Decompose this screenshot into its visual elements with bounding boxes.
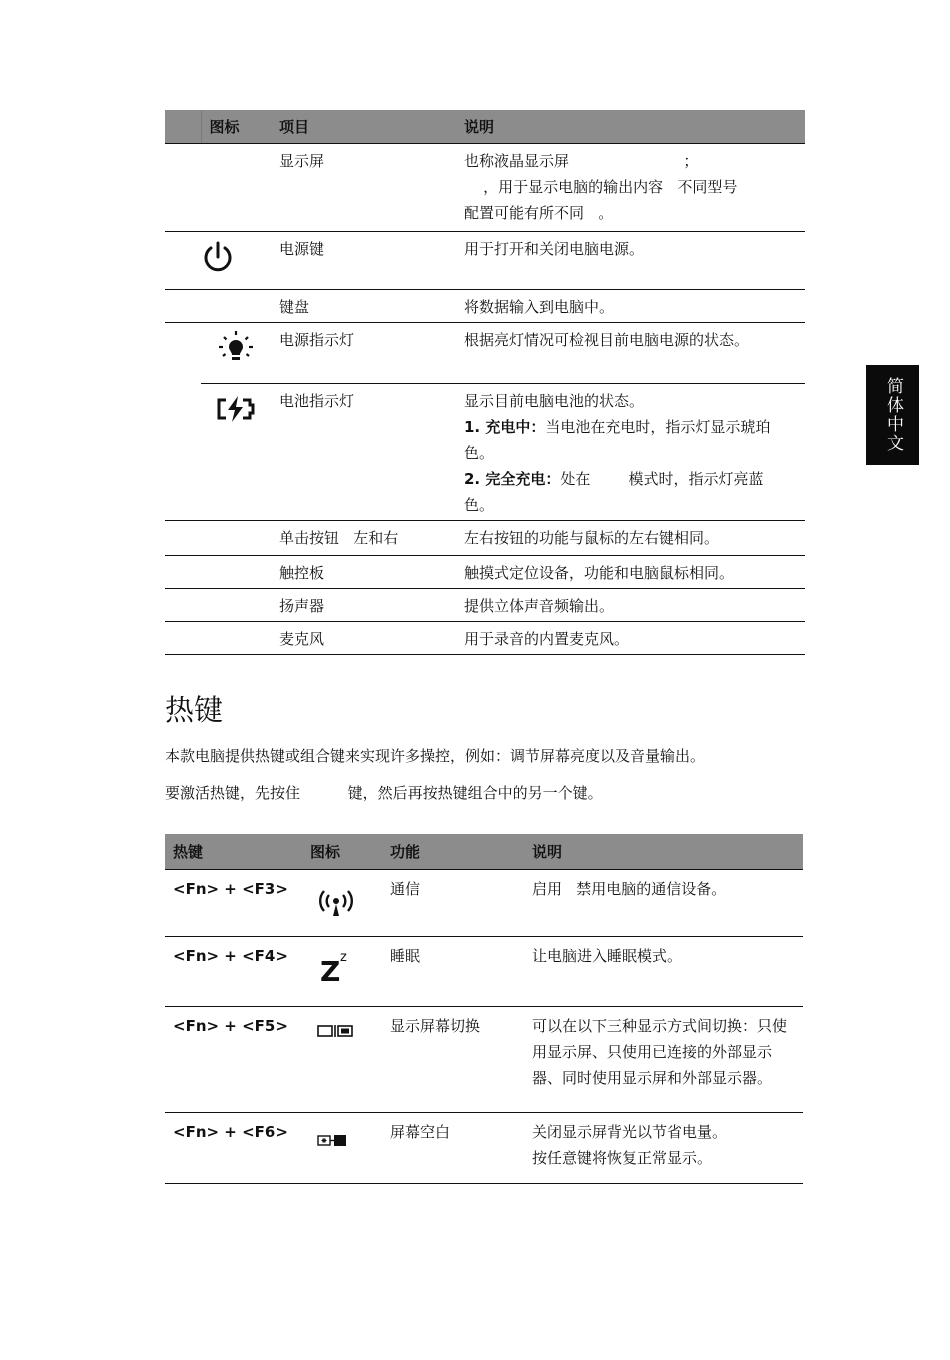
header-item: 项目 — [271, 110, 456, 144]
display-toggle-icon — [316, 1021, 356, 1041]
table-row — [165, 589, 805, 622]
item-cell: 麦克风 — [271, 622, 456, 655]
table-row — [165, 290, 805, 323]
item-cell: 扬声器 — [271, 589, 456, 622]
hotkey-heading: 热键 — [165, 693, 224, 727]
header-desc: 说明 — [456, 110, 805, 144]
screen-blank-icon — [316, 1131, 356, 1151]
function-cell: 通信 — [382, 870, 524, 937]
desc-cell: 启用 禁用电脑的通信设备。 — [524, 870, 803, 937]
item-cell: 电池指示灯 — [271, 384, 456, 521]
item-cell: 单击按钮 左和右 — [271, 521, 456, 556]
item-cell: 键盘 — [271, 290, 456, 323]
desc-item-label: 1. 充电中： — [464, 418, 546, 436]
item-cell: 电源键 — [271, 232, 456, 290]
table-row — [165, 521, 805, 556]
desc-line: 也称液晶显示屏 ； — [464, 152, 699, 170]
item-cell: 显示屏 — [271, 144, 456, 232]
desc-line: 关闭显示屏背光以节省电量。 — [532, 1123, 728, 1141]
table-row — [165, 870, 803, 937]
function-cell: 屏幕空白 — [382, 1113, 524, 1184]
table-row — [165, 1113, 803, 1184]
desc-cell: 根据亮灯情况可检视目前电脑电源的状态。 — [456, 323, 805, 384]
desc-cell: 左右按钮的功能与鼠标的左右键相同。 — [456, 521, 805, 556]
language-tab-label: 简体中文 — [883, 377, 903, 453]
hotkey-cell: <Fn> + <F6> — [165, 1113, 302, 1184]
bulb-icon — [216, 329, 256, 369]
table-row — [165, 232, 805, 290]
language-tab — [866, 365, 919, 465]
table-row — [165, 622, 805, 655]
icon-cell-empty — [165, 589, 271, 622]
desc-cell — [456, 144, 805, 232]
hotkey-activate: 要激活热键，先按住 键，然后再按热键组合中的另一个键。 — [165, 784, 603, 802]
header-desc: 说明 — [524, 834, 803, 870]
hotkey-intro: 本款电脑提供热键或组合键来实现许多操控，例如：调节屏幕亮度以及音量输出。 — [165, 747, 706, 765]
icon-cell — [302, 870, 382, 937]
header-icon: 图标 — [201, 110, 271, 144]
table-row — [165, 556, 805, 589]
desc-cell: 可以在以下三种显示方式间切换：只使用显示屏、只使用已连接的外部显示器、同时使用显示屏和外部显示器。 — [524, 1007, 803, 1113]
icon-cell-empty — [165, 556, 271, 589]
wireless-icon — [316, 888, 356, 918]
header-function: 功能 — [382, 834, 524, 870]
desc-intro: 显示目前电脑电池的状态。 — [464, 392, 645, 410]
item-cell: 电源指示灯 — [271, 323, 456, 384]
blank-cell — [165, 384, 201, 521]
desc-cell — [456, 384, 805, 521]
components-table — [165, 110, 805, 655]
header-hotkey: 热键 — [165, 834, 302, 870]
hotkey-cell: <Fn> + <F3> — [165, 870, 302, 937]
icon-cell-empty — [165, 144, 271, 232]
desc-item-label: 2. 完全充电： — [464, 470, 561, 488]
icon-cell — [302, 937, 382, 1007]
desc-line: 配置可能有所不同 。 — [464, 204, 614, 222]
icon-cell — [302, 1113, 382, 1184]
desc-cell: 用于录音的内置麦克风。 — [456, 622, 805, 655]
desc-cell: 用于打开和关闭电脑电源。 — [456, 232, 805, 290]
power-icon — [201, 240, 235, 276]
components-header-row — [165, 110, 805, 144]
icon-cell-empty — [165, 521, 271, 556]
desc-line: 按任意键将恢复正常显示。 — [532, 1149, 713, 1167]
icon-cell-empty — [165, 622, 271, 655]
svg-text:Z: Z — [320, 955, 341, 985]
desc-item-text: 处在 模式时，指示灯亮蓝色。 — [464, 470, 764, 514]
svg-text:z: z — [340, 950, 347, 965]
table-row — [165, 384, 805, 521]
icon-cell — [165, 232, 271, 290]
desc-cell: 让电脑进入睡眠模式。 — [524, 937, 803, 1007]
table-row — [165, 144, 805, 232]
desc-cell: 触摸式定位设备，功能和电脑鼠标相同。 — [456, 556, 805, 589]
table-row — [165, 1007, 803, 1113]
desc-cell — [524, 1113, 803, 1184]
icon-cell — [302, 1007, 382, 1113]
header-icon: 图标 — [302, 834, 382, 870]
blank-cell — [165, 323, 201, 384]
table-row — [165, 937, 803, 1007]
icon-cell — [201, 323, 271, 384]
desc-line: ，用于显示电脑的输出内容 不同型号 — [464, 178, 738, 196]
hotkeys-header-row — [165, 834, 803, 870]
function-cell: 显示屏幕切换 — [382, 1007, 524, 1113]
table-row — [165, 323, 805, 384]
battery-charging-icon — [216, 394, 256, 424]
header-blank — [165, 110, 201, 144]
desc-item-text: 当电池在充电时，指示灯显示琥珀色。 — [464, 418, 771, 462]
desc-item — [464, 466, 784, 518]
hotkey-cell: <Fn> + <F5> — [165, 1007, 302, 1113]
desc-cell: 提供立体声音频输出。 — [456, 589, 805, 622]
desc-item — [464, 414, 784, 466]
hotkey-cell: <Fn> + <F4> — [165, 937, 302, 1007]
function-cell: 睡眠 — [382, 937, 524, 1007]
sleep-icon — [316, 947, 356, 985]
icon-cell — [201, 384, 271, 521]
desc-cell: 将数据输入到电脑中。 — [456, 290, 805, 323]
icon-cell-empty — [165, 290, 271, 323]
hotkeys-table — [165, 834, 803, 1184]
item-cell: 触控板 — [271, 556, 456, 589]
